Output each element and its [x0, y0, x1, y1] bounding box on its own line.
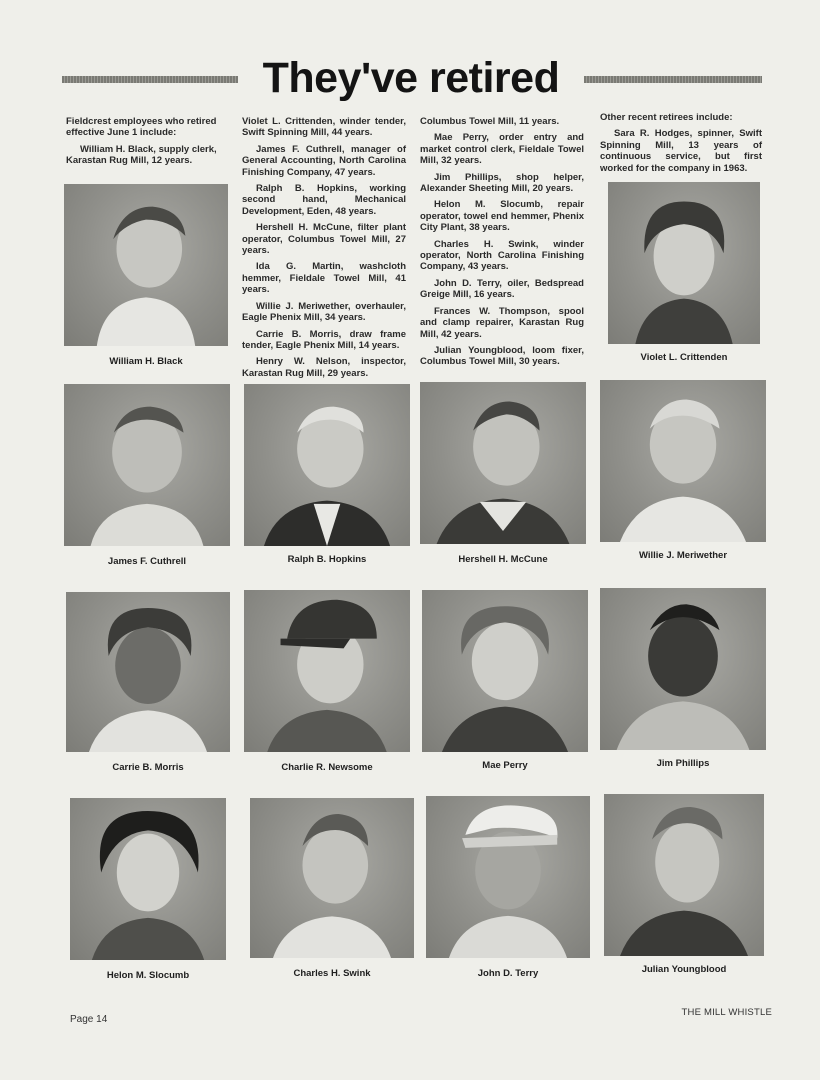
photo-caption: Willie J. Meriwether — [638, 550, 728, 561]
photo-caption: Mae Perry — [482, 760, 528, 771]
retiree-entry: William H. Black, supply clerk, Karastan Rug Mill, 12 years. — [66, 143, 217, 167]
portrait-photo — [422, 590, 588, 752]
retiree-entry: Mae Perry, order entry and market control clerk, Fieldale Towel Mill, 32 years. — [420, 132, 584, 167]
portrait-photo — [420, 382, 586, 544]
photo-caption: Charlie R. Newsome — [281, 762, 373, 773]
retiree-entry: Helon M. Slocumb, repair operator, towel end hemmer, Phenix City Plant, 38 years. — [420, 199, 584, 234]
photo-caption: Violet L. Crittenden — [640, 352, 728, 363]
retiree-entry: James F. Cuthrell, manager of General Accounting, North Carolina Finishing Company, 47 years. — [242, 143, 406, 178]
photo-caption: Ralph B. Hopkins — [287, 554, 367, 565]
portrait-photo — [604, 794, 764, 956]
retiree-entry: Willie J. Meriwether, overhauler, Eagle Phenix Mill, 34 years. — [242, 300, 406, 324]
other-retirees-lead: Other recent retirees include: — [600, 112, 733, 123]
photo-caption: Jim Phillips — [656, 758, 710, 769]
text-column-3 — [420, 116, 584, 373]
text-column-4 — [600, 112, 762, 179]
text-column-2 — [242, 116, 406, 401]
portrait-photo — [64, 184, 228, 346]
publication-name: THE MILL WHISTLE — [681, 1007, 772, 1018]
portrait-photo — [600, 588, 766, 750]
photo-caption: John D. Terry — [477, 968, 539, 979]
retiree-entry: Charles H. Swink, winder operator, North Carolina Finishing Company, 43 years. — [420, 238, 584, 273]
retiree-entry: Jim Phillips, shop helper, Alexander Sheeting Mill, 20 years. — [420, 171, 584, 195]
headline-rule-right — [584, 76, 762, 83]
intro-lead: Fieldcrest employees who retired effective June 1 include: — [66, 116, 217, 139]
portrait-photo — [600, 380, 766, 542]
retiree-entry: Ralph B. Hopkins, working second hand, Mechanical Development, Eden, 48 years. — [242, 183, 406, 217]
page-number: Page 14 — [70, 1014, 108, 1025]
photo-caption: Charles H. Swink — [293, 968, 371, 979]
retiree-entry-continued: Columbus Towel Mill, 11 years. — [420, 116, 560, 127]
photo-caption: Julian Youngblood — [641, 964, 727, 975]
portrait-photo — [70, 798, 226, 960]
photo-caption: Carrie B. Morris — [112, 762, 184, 773]
portrait-photo — [244, 384, 410, 546]
retiree-entry: Sara R. Hodges, spinner, Swift Spinning Mill, 13 years of continuous service, but first worked for the company in 1963. — [600, 128, 762, 174]
retiree-entry: Carrie B. Morris, draw frame tender, Eagle Phenix Mill, 14 years. — [242, 328, 406, 351]
portrait-photo — [64, 384, 230, 546]
portrait-photo — [426, 796, 590, 958]
photo-caption: William H. Black — [109, 356, 183, 367]
retiree-entry: Violet L. Crittenden, winder tender, Swift Spinning Mill, 44 years. — [242, 116, 406, 139]
retiree-entry: Ida G. Martin, washcloth hemmer, Fieldale Towel Mill, 41 years. — [242, 261, 406, 296]
photo-caption: Hershell H. McCune — [458, 554, 548, 565]
portrait-photo — [66, 592, 230, 752]
retiree-entry: Hershell H. McCune, filter plant operator, Columbus Towel Mill, 27 years. — [242, 222, 406, 257]
portrait-photo — [608, 182, 760, 344]
retiree-entry: John D. Terry, oiler, Bedspread Greige Mill, 16 years. — [420, 277, 584, 301]
text-column-1 — [66, 116, 228, 172]
headline-rule-left — [62, 76, 238, 83]
portrait-photo — [244, 590, 410, 752]
portrait-photo — [250, 798, 414, 958]
retiree-entry: Julian Youngblood, loom fixer, Columbus Towel Mill, 30 years. — [420, 344, 584, 368]
headline: They've retired — [262, 54, 560, 102]
photo-caption: James F. Cuthrell — [107, 556, 187, 567]
photo-caption: Helon M. Slocumb — [106, 970, 190, 981]
retiree-entry: Henry W. Nelson, inspector, Karastan Rug Mill, 29 years. — [242, 356, 406, 379]
retiree-entry: Frances W. Thompson, spool and clamp repairer, Karastan Rug Mill, 42 years. — [420, 305, 584, 340]
